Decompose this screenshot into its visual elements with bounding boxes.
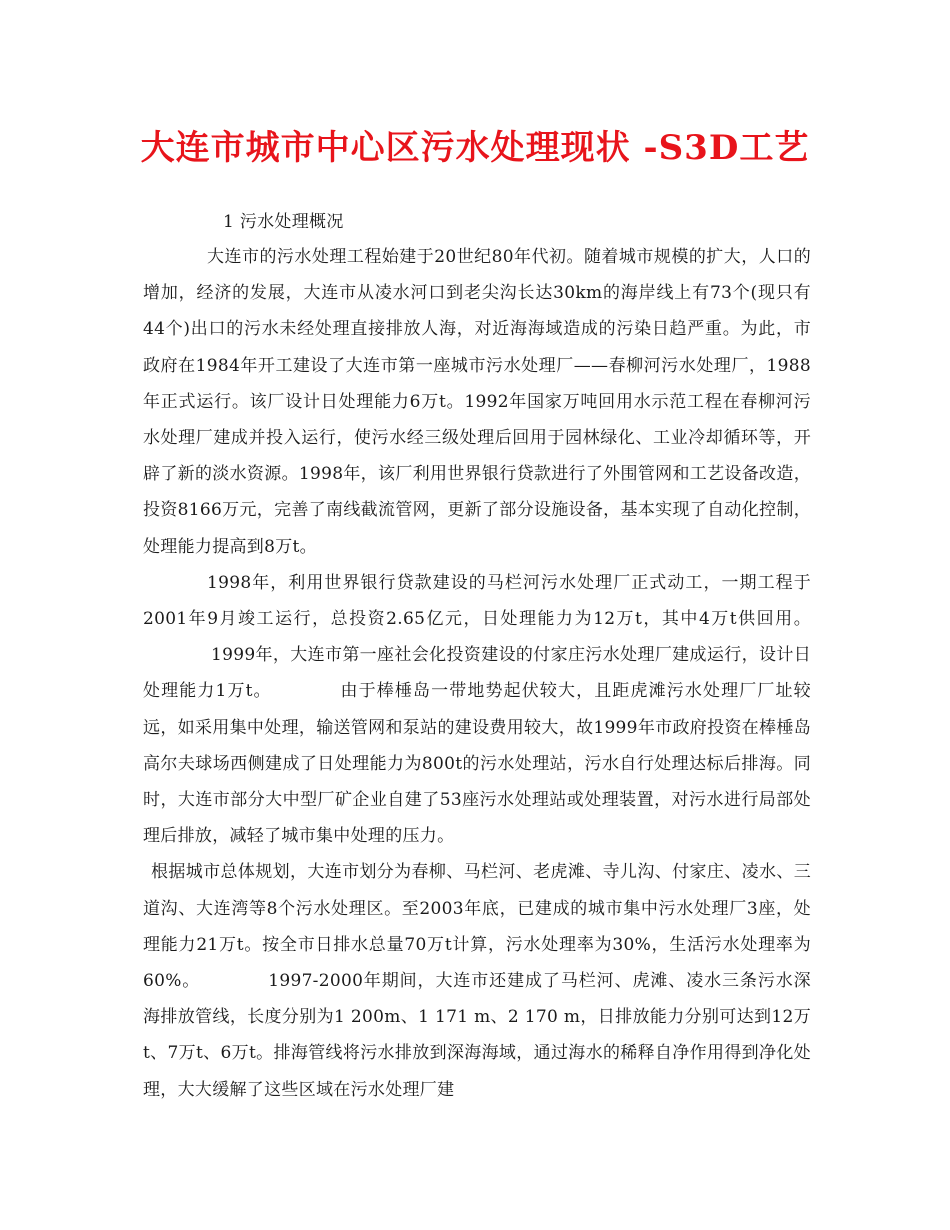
paragraph-1: 大连市的污水处理工程始建于20世纪80年代初。随着城市规模的扩大，人口的增加，经济的发展，大连市从凌水河口到老尖沟长达30km的海岸线上有73个(现只有44个)出口的污水未经处理直接排放人海，对近海海域造成的污染日趋严重。为此，市政府在1984年开工建设了大连市第一座城市污水处理厂——春柳河污水处理厂，1988年正式运行。该厂设计日处理能力6万t。1992年国家万吨回用水示范工程在春柳河污水处理厂建成并投入运行，使污水经三级处理后回用于园林绿化、工业冷却循环等，开辟了新的淡水资源。1998年，该厂利用世界银行贷款进行了外围管网和工艺设备改造，投资8166万元，完善了南线截流管网，更新了部分设施设备，基本实现了自动化控制，处理能力提高到8万t。 bbox=[143, 247, 811, 557]
paragraph-2-text: 1998年，利用世界银行贷款建设的马栏河污水处理厂正式动工，一期工程于2001年9月竣工运行，总投资2.65亿元，日处理能力为12万t，其中4万t供回用。 bbox=[143, 572, 811, 630]
document-title: 大连市城市中心区污水处理现状 -S3D工艺 bbox=[140, 128, 810, 168]
document-body bbox=[143, 206, 811, 1108]
paragraph-6-text: 1997-2000年期间，大连市还建成了马栏河、虎滩、凌水三条污水深海排放管线，长度分别为1 200m、1 171 m、2 170 m，日排放能力分别可达到12万t、7万t、6万t。排海管线将污水排放到深海海域，通过海水的稀释自净作用得到净化处理，大大缓解了这些区域在污水处理厂建 bbox=[143, 971, 811, 1100]
paragraph-3-text: 1999年，大连市第一座社会化投资建设的付家庄污水处理厂建成运行，设计日处理能力1万t。 bbox=[143, 645, 811, 702]
section-heading: 1 污水处理概况 bbox=[223, 212, 344, 232]
paragraph-5-text: 根据城市总体规划，大连市划分为春柳、马栏河、老虎滩、寺儿沟、付家庄、凌水、三道沟、大连湾等8个污水处理区。至2003年底，已建成的城市集中污水处理厂3座，处理能力21万t。按全市日排水总量70万t计算，污水处理率为30%，生活污水处理率为60%。 bbox=[143, 862, 811, 992]
paragraph-5 bbox=[143, 854, 811, 1107]
paragraph-4-text: 由于棒棰岛一带地势起伏较大，且距虎滩污水处理厂厂址较远，如采用集中处理，输送管网和泵站的建设费用较大，故1999年市政府投资在棒棰岛高尔夫球场西侧建成了日处理能力为800t的污水处理站，污水自行处理达标后排海。同时，大连市部分大中型厂矿企业自建了53座污水处理站或处理装置，对污水进行局部处理后排放，减轻了城市集中处理的压力。 bbox=[143, 681, 811, 847]
paragraph-2 bbox=[143, 565, 811, 855]
